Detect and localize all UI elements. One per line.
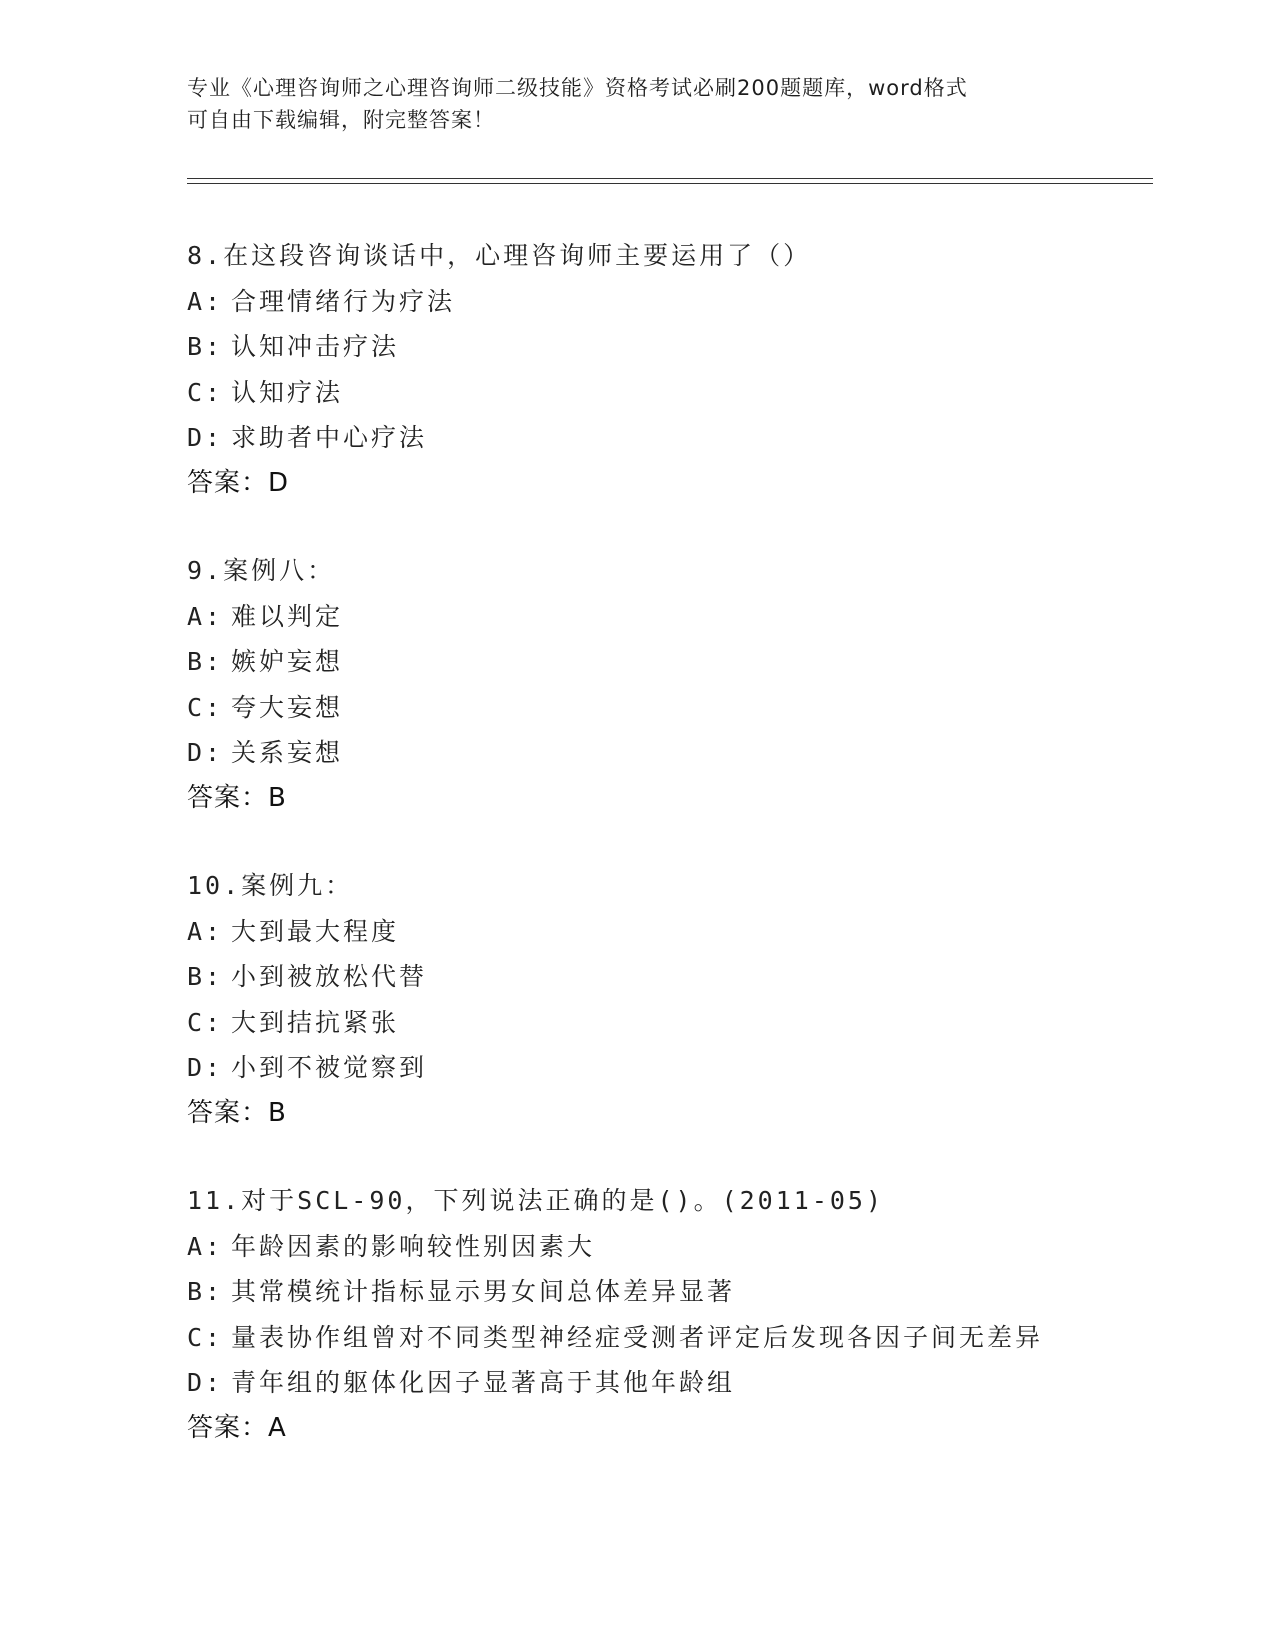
option-letter: B: [187, 962, 224, 991]
answer-line: 答案：B [187, 1097, 287, 1128]
option-letter: A: [187, 916, 224, 946]
option-letter: C: [187, 1007, 224, 1037]
option-letter: D: [187, 423, 224, 452]
document-header [187, 72, 1087, 136]
header-divider-top [187, 178, 1153, 179]
option-text: 青年组的躯体化因子显著高于其他年龄组 [231, 1368, 736, 1397]
option-letter: D: [187, 1053, 224, 1082]
header-divider-bottom [187, 183, 1153, 184]
option-a [187, 279, 1147, 325]
option-text: 量表协作组曾对不同类型神经症受测者评定后发现各因子间无差异 [231, 1322, 1044, 1352]
option-text: 认知疗法 [231, 377, 344, 407]
question-11 [187, 1178, 1147, 1451]
option-c [187, 370, 1147, 416]
option-text: 求助者中心疗法 [231, 423, 428, 452]
option-text: 大到最大程度 [231, 916, 400, 946]
option-letter: B: [187, 647, 224, 676]
answer-line: 答案：D [187, 467, 290, 498]
option-c [187, 685, 1147, 731]
option-text: 小到不被觉察到 [231, 1053, 428, 1082]
option-text: 大到拮抗紧张 [231, 1007, 400, 1037]
option-a [187, 594, 1147, 640]
option-letter: C: [187, 377, 224, 407]
question-list [187, 233, 1147, 1493]
question-10 [187, 863, 1147, 1136]
answer-line: 答案：A [187, 1412, 287, 1443]
header-title-line-2: 可自由下载编辑，附完整答案！ [187, 108, 495, 132]
question-9 [187, 548, 1147, 821]
option-text: 小到被放松代替 [231, 962, 428, 991]
option-text: 难以判定 [231, 601, 344, 631]
option-a [187, 909, 1147, 955]
option-letter: D: [187, 738, 224, 767]
option-c [187, 1315, 1147, 1361]
option-text: 夸大妄想 [231, 692, 344, 722]
option-d [187, 415, 1147, 461]
option-text: 认知冲击疗法 [231, 332, 400, 361]
option-letter: A: [187, 286, 224, 316]
option-b [187, 954, 1147, 1000]
option-letter: B: [187, 1277, 224, 1306]
question-stem: 10.案例九： [187, 871, 354, 900]
option-letter: C: [187, 1322, 224, 1352]
question-8 [187, 233, 1147, 506]
option-b [187, 639, 1147, 685]
question-stem: 8.在这段咨询谈话中，心理咨询师主要运用了（） [187, 241, 812, 270]
option-d [187, 1360, 1147, 1406]
option-letter: A: [187, 1231, 224, 1261]
option-text: 年龄因素的影响较性别因素大 [231, 1231, 596, 1261]
header-title-line-1: 专业《心理咨询师之心理咨询师二级技能》资格考试必刷200题题库，word格式 [187, 76, 968, 100]
option-c [187, 1000, 1147, 1046]
option-d [187, 1045, 1147, 1091]
answer-line: 答案：B [187, 782, 287, 813]
option-text: 合理情绪行为疗法 [231, 286, 456, 316]
question-stem: 11.对于SCL-90，下列说法正确的是()。(2011-05) [187, 1186, 885, 1215]
option-b [187, 1269, 1147, 1315]
option-d [187, 730, 1147, 776]
option-b [187, 324, 1147, 370]
option-text: 关系妄想 [231, 738, 344, 767]
option-letter: A: [187, 601, 224, 631]
option-letter: D: [187, 1368, 224, 1397]
option-letter: C: [187, 692, 224, 722]
option-text: 其常模统计指标显示男女间总体差异显著 [231, 1277, 736, 1306]
option-a [187, 1224, 1147, 1270]
option-text: 嫉妒妄想 [231, 647, 344, 676]
option-letter: B: [187, 332, 224, 361]
question-stem: 9.案例八： [187, 556, 336, 585]
